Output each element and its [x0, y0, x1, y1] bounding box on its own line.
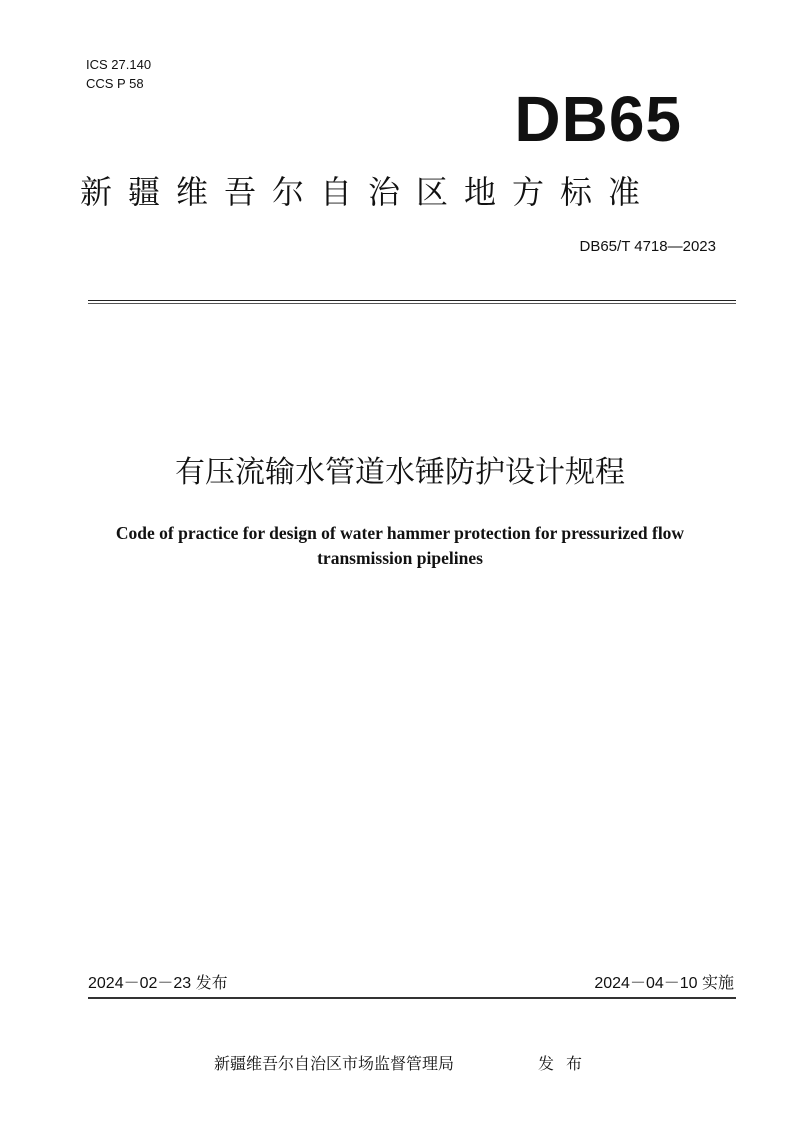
publisher-name: 新疆维吾尔自治区市场监督管理局: [214, 1054, 455, 1073]
classification-codes: [86, 55, 151, 93]
footer-divider: [88, 997, 736, 999]
standard-type-heading: 新疆维吾尔自治区地方标准: [80, 173, 657, 211]
standard-number: DB65/T 4718—2023: [579, 238, 716, 255]
issue-date: 2024－02－23 发布: [88, 975, 228, 992]
header-divider: [88, 300, 736, 301]
english-title-line-1: Code of practice for design of water hammer protection for pressurized flow: [115, 523, 685, 543]
english-title-line-2: transmission pipelines: [317, 548, 483, 568]
publish-label: 发布: [538, 1054, 595, 1073]
ics-code: ICS 27.140: [86, 57, 152, 72]
header-divider-secondary: [88, 303, 736, 304]
implementation-date: 2024－04－10 实施: [594, 975, 734, 992]
document-title-chinese: 有压流输水管道水锤防护设计规程: [175, 455, 625, 490]
standard-logo: DB65: [514, 83, 682, 155]
ccs-code: CCS P 58: [86, 76, 144, 91]
document-title-english: [60, 521, 740, 571]
